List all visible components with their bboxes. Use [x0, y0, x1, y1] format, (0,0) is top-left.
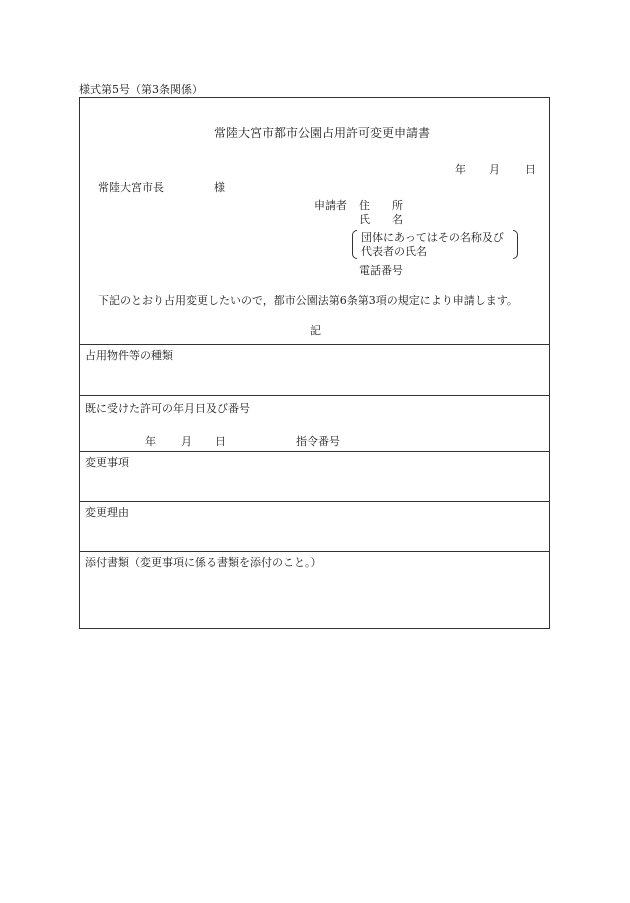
group-note-bracket-left [352, 230, 357, 259]
applicant-name-label: 氏 名 [359, 213, 403, 226]
row-divider [80, 551, 549, 552]
prior-permit-day-label: 日 [215, 435, 226, 448]
attachments-label: 添付書類（変更事項に係る書類を添付のこと。） [85, 556, 322, 569]
date-month-label: 月 [489, 163, 500, 176]
row-divider [80, 344, 549, 345]
prior-permit-month-label: 月 [181, 435, 192, 448]
statement-text: 下記のとおり占用変更したいので，都市公園法第6条第3項の規定により申請します。 [98, 294, 518, 307]
group-note-bracket-right [513, 230, 518, 259]
row-divider [80, 451, 549, 452]
change-items-label: 変更事項 [85, 456, 129, 469]
objects-label: 占用物件等の種類 [85, 349, 173, 362]
ki-heading: 記 [310, 324, 321, 337]
row-divider [80, 501, 549, 502]
applicant-address-label: 住 所 [359, 199, 403, 212]
date-year-label: 年 [455, 163, 466, 176]
addressee-honorific: 様 [214, 181, 225, 194]
group-note-line2: 代表者の氏名 [361, 245, 427, 258]
form-number-label: 様式第5号（第3条関係） [79, 83, 203, 96]
date-day-label: 日 [525, 163, 536, 176]
change-reason-label: 変更理由 [85, 506, 129, 519]
prior-permit-order-no-label: 指令番号 [296, 435, 340, 448]
applicant-phone-label: 電話番号 [359, 264, 403, 277]
application-form [79, 97, 550, 629]
applicant-label: 申請者 [314, 199, 347, 212]
form-title: 常陸大宮市都市公園占用許可変更申請書 [214, 126, 431, 140]
prior-permit-year-label: 年 [145, 435, 156, 448]
group-note-line1: 団体にあってはその名称及び [361, 231, 504, 244]
addressee-name: 常陸大宮市長 [98, 181, 164, 194]
prior-permit-label: 既に受けた許可の年月日及び番号 [85, 402, 250, 415]
row-divider [80, 395, 549, 396]
